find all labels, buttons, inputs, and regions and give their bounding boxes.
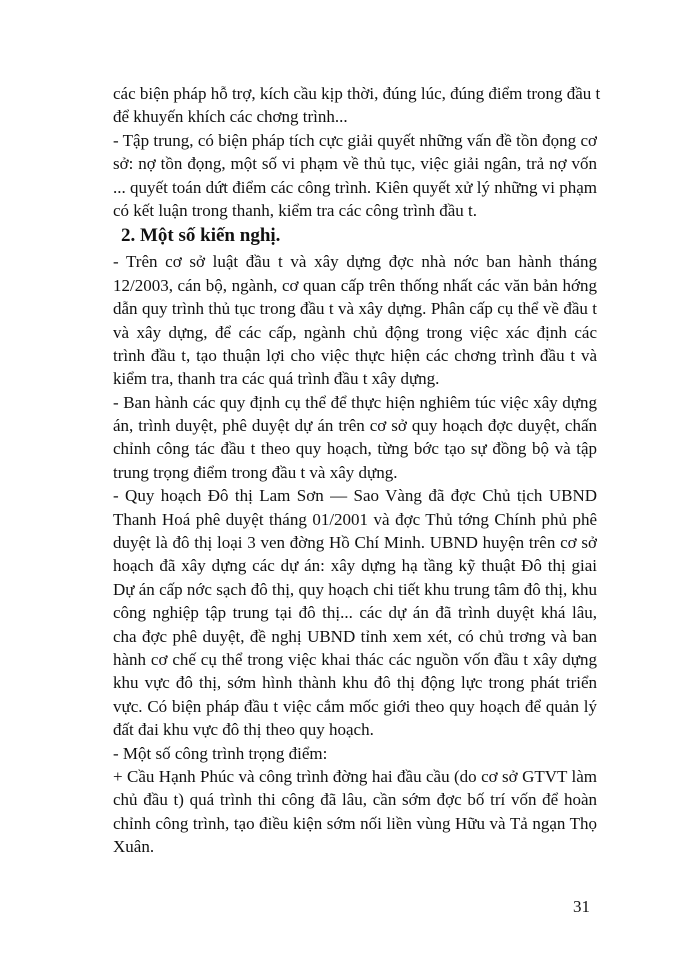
text-line [113,484,597,507]
text-line [113,274,597,297]
line-text: 2. Một số kiến nghị. [121,225,281,247]
section-heading [113,222,597,250]
line-text: và xây dựng, để các cấp, ngành chủ động trong việc xác định các [113,322,597,342]
line-text: + Cầu Hạnh Phúc và công trình đờng hai đầu cầu (do cơ sở GTVT làm [113,766,597,786]
text-line [113,391,597,414]
line-text: Dự án cấp nớc sạch đô thị, quy hoạch chi tiết khu trung tâm đô thị, khu [113,579,597,599]
text-line [113,695,597,718]
line-text: khu vực đô thị, sớm hình thành khu đô thị động lực trong phát triển [113,673,597,693]
line-text: chỉnh công trình, tạo điều kiện sớm nối liền vùng Hữu và Tả ngạn Thọ [113,813,597,833]
text-line [113,788,597,811]
line-text: các biện pháp hỗ trợ, kích cầu kịp thời, đúng lúc, đúng điểm trong đầu t [113,84,601,103]
line-text: hành cơ chế cụ thể trong việc khai thác các nguồn vốn đầu t xây dựng [113,649,597,669]
text-line [113,321,597,344]
line-text: vực. Có biện pháp đầu t việc cắm mốc giới theo quy hoạch để quản lý [113,696,597,716]
page-number: 31 [573,897,590,916]
line-text: kiểm tra, thanh tra các quá trình đầu t xây dựng. [113,369,440,389]
text-line [113,82,601,105]
line-text: duyệt là đô thị loại 3 ven đờng Hồ Chí Minh. UBND huyện trên cơ sở [113,533,597,553]
text-line [113,176,597,199]
text-line [113,554,597,577]
text-line [113,367,597,390]
text-line [113,601,597,624]
text-line [113,835,597,858]
line-text: công nghiệp tập trung tại đô thị... các dự án đã trình duyệt khá lâu, [113,603,597,623]
line-text: - Tập trung, có biện pháp tích cực giải quyết những vấn đề tồn đọng cơ [113,130,597,150]
text-line [113,152,597,175]
text-line [113,437,597,460]
line-text: - Quy hoạch Đô thị Lam Sơn — Sao Vàng đã đợc Chủ tịch UBND [113,486,597,506]
line-text: hoạch đã xây dựng các dự án: xây dựng hạ tầng kỹ thuật Đô thị giai [113,556,597,576]
text-line [113,105,597,128]
text-line [113,531,597,554]
text-line [113,625,597,648]
line-text: đất đai khu vực đô thị theo quy hoạch. [113,720,374,740]
line-text: cha đợc phê duyệt, đề nghị UBND tỉnh xem xét, có chủ trơng và ban [113,626,597,646]
text-line [113,671,597,694]
line-text: - Ban hành các quy định cụ thể để thực hiện nghiêm túc việc xây dựng [113,392,597,412]
line-text: án, trình duyệt, phê duyệt dự án trên cơ sở quy hoạch đợc duyệt, chấn [113,416,597,436]
line-text: ... quyết toán dứt điểm các công trình. Kiên quyết xử lý những vi phạm [113,177,597,197]
text-line [113,718,597,741]
line-text: Xuân. [113,837,155,857]
text-line [113,344,597,367]
text-line [113,578,597,601]
line-text: chỉnh công tác đầu t theo quy hoạch, từng bớc tạo sự đồng bộ và tập [113,439,597,459]
text-line [113,742,597,765]
line-text: 12/2003, cán bộ, ngành, cơ quan cấp trên thống nhất các văn bản hớng [113,275,597,295]
line-text: chủ đầu t) quá trình thi công đã lâu, cần sớm đợc bố trí vốn để hoàn [113,790,597,810]
line-text: trung trọng điểm trong đầu t và xây dựng. [113,462,398,482]
text-line [113,461,597,484]
text-line [113,199,597,222]
text-line [113,129,597,152]
line-text: trình đầu t, tạo thuận lợi cho việc thực hiện các chơng trình đầu t và [113,345,597,365]
body-text [113,82,601,859]
text-line [113,250,597,273]
line-text: dẫn quy trình thủ tục trong đầu t và xây dựng. Phân cấp cụ thể về đầu t [113,299,597,319]
text-line [113,297,597,320]
line-text: có kết luận trong thanh, kiểm tra các công trình đầu t. [113,200,477,220]
text-line [113,508,597,531]
text-line [113,765,597,788]
text-line [113,812,597,835]
text-line [113,414,597,437]
line-text: sở: nợ tồn đọng, một số vi phạm về thủ tục, việc giải ngân, trả nợ vốn [113,154,597,174]
text-line [113,648,597,671]
line-text: - Trên cơ sở luật đầu t và xây dựng đợc nhà nớc ban hành tháng [113,252,597,272]
line-text: để khuyến khích các chơng trình... [113,107,348,127]
line-text: Thanh Hoá phê duyệt tháng 01/2001 và đợc Thủ tớng Chính phủ phê [113,509,597,529]
line-text: - Một số công trình trọng điểm: [113,743,328,763]
